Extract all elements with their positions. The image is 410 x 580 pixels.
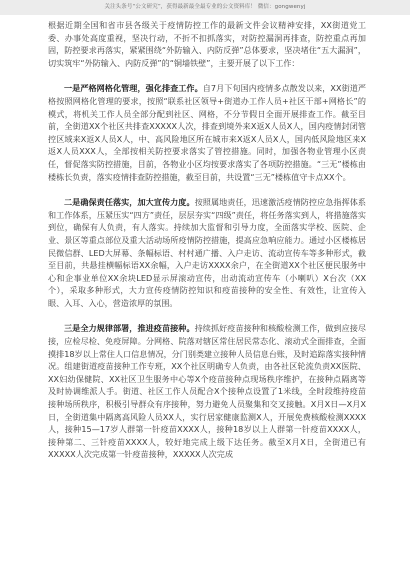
document-body (48, 19, 366, 461)
promo-banner: 关注头条号“公文研究”，获得最新最全最专业的公文资料库！ 微信：gongwenyj (0, 0, 410, 15)
section-heading-3: 三是全力规律部署，推进疫苗接种。 (64, 323, 195, 334)
paragraph-text: 自7月下旬国内疫情多点散发以来，XX街道严格按照网格化管理的要求，按照“联系社区领导+街道办工作人员+社区干部+网格长”的模式，将机关工作人员全部分配到社区、网格，不分节假日全面开展排查工作。截至目前，全街道XX个社区共排查XXXXX人次，排查到境外来X返X人员X人，国内疫情封闭管控区域来X返X人员X人，中、高风险地区所在城市来X返X人员X人，国内低风险地区来X返X人员XXX人，全部按相关防控要求落实了管控措施。同时，加强各物业管理小区责任，督促落实防控措施，目前，各物业小区均按要求落实了各项防控措施。“三无”楼栋由楼栋长负责，落实疫情排查防控措施，截至目前，共设置“三无”楼栋值守卡点XX个。 (48, 83, 366, 182)
section-heading-2: 二是确保责任落实，加大宣传力度。 (64, 197, 195, 208)
section-paragraph-2 (48, 196, 366, 309)
section-heading-1: 一是严格网格化管理，强化排查工作。 (64, 83, 203, 94)
paragraph-text: 持续抓好疫苗接种和核酸检测工作，做到应接尽接，应检尽检、免疫屏障。分网格、院落对辖区常住居民常态化、滚动式全面排查，全面摸排18岁以上常住人口信息情况，分门别类建立接种人员信息台账，及时追踪落实接种情况。组建街道疫苗接种工作专班，XX个社区明确专人负责，由各社区轮流负责XX医院、XX妇幼保健院、XX社区卫生服务中心等X个疫苗接种点现场秩序维护，在接种点隔离等及时协调维派人手。街道、社区工作人员配合X个接种点设置了1米线，全时段维持疫苗接种场所秩序，积极引导群众有序接种，努力避免人员聚集和交叉接触。X月X日—X月X日，全街道集中隔离高风险人员XX人，实行居家健康监测X人，开展免费核酸检测XXXX人，接种15—17岁人群第一针疫苗XXXX人，接种18岁以上人群第一针疫苗XXXX人，接种第二、三针疫苗XXXX人，较好地完成上级下达任务。截至X月X日，全街道已有XXXXX人次完成第一针疫苗接种，XXXXX人次完成 (48, 323, 366, 460)
paragraph-text: 按照属地责任，迅速激活疫情防控应急指挥体系和工作体系，压紧压实“四方”责任，层层夯实“四级”责任，将任务落实到人，将措施落实到位，确保有人负责，有人落实。持续加大监督和引导力度，全面落实学校、医院、企业、景区等重点部位及重大活动场所疫情防控措施，提高应急响应能力。通过小区楼栋居民微信群、LED大屏幕、条幅标语、村村通广播、入户走访、流动宣传车等多种形式，截至目前，共悬挂横幅标语XX余幅，入户走访XXXX余户，在全街道XX个社区便民服务中心和企事业单位XX余块LED显示屏滚动宣传，出动流动宣传车（小喇叭）X台次（XX个），采取多种形式，大力宣传疫情防控知识和疫苗接种的安全性、有效性，让宣传入眼、入耳、入心，营造浓厚的氛围。 (48, 197, 366, 308)
paragraph-text: 根据近期全国和省市县各级关于疫情防控工作的最新文件会议精神安排，XX街道党工委、办事处高度重视，坚决行动，不折不扣抓落实，对防控漏洞再排查，防控重点再加固，防控要求再落实，紧紧围绕“外防输入、内防反弹”总体要求，坚决堵住“五大漏洞”，切实筑牢“外防输入、内防反弹”的“铜墙铁壁”，主要开展了以下工作： (48, 20, 366, 68)
section-paragraph-1 (48, 82, 366, 183)
section-paragraph-3 (48, 322, 366, 461)
intro-paragraph (48, 19, 366, 69)
